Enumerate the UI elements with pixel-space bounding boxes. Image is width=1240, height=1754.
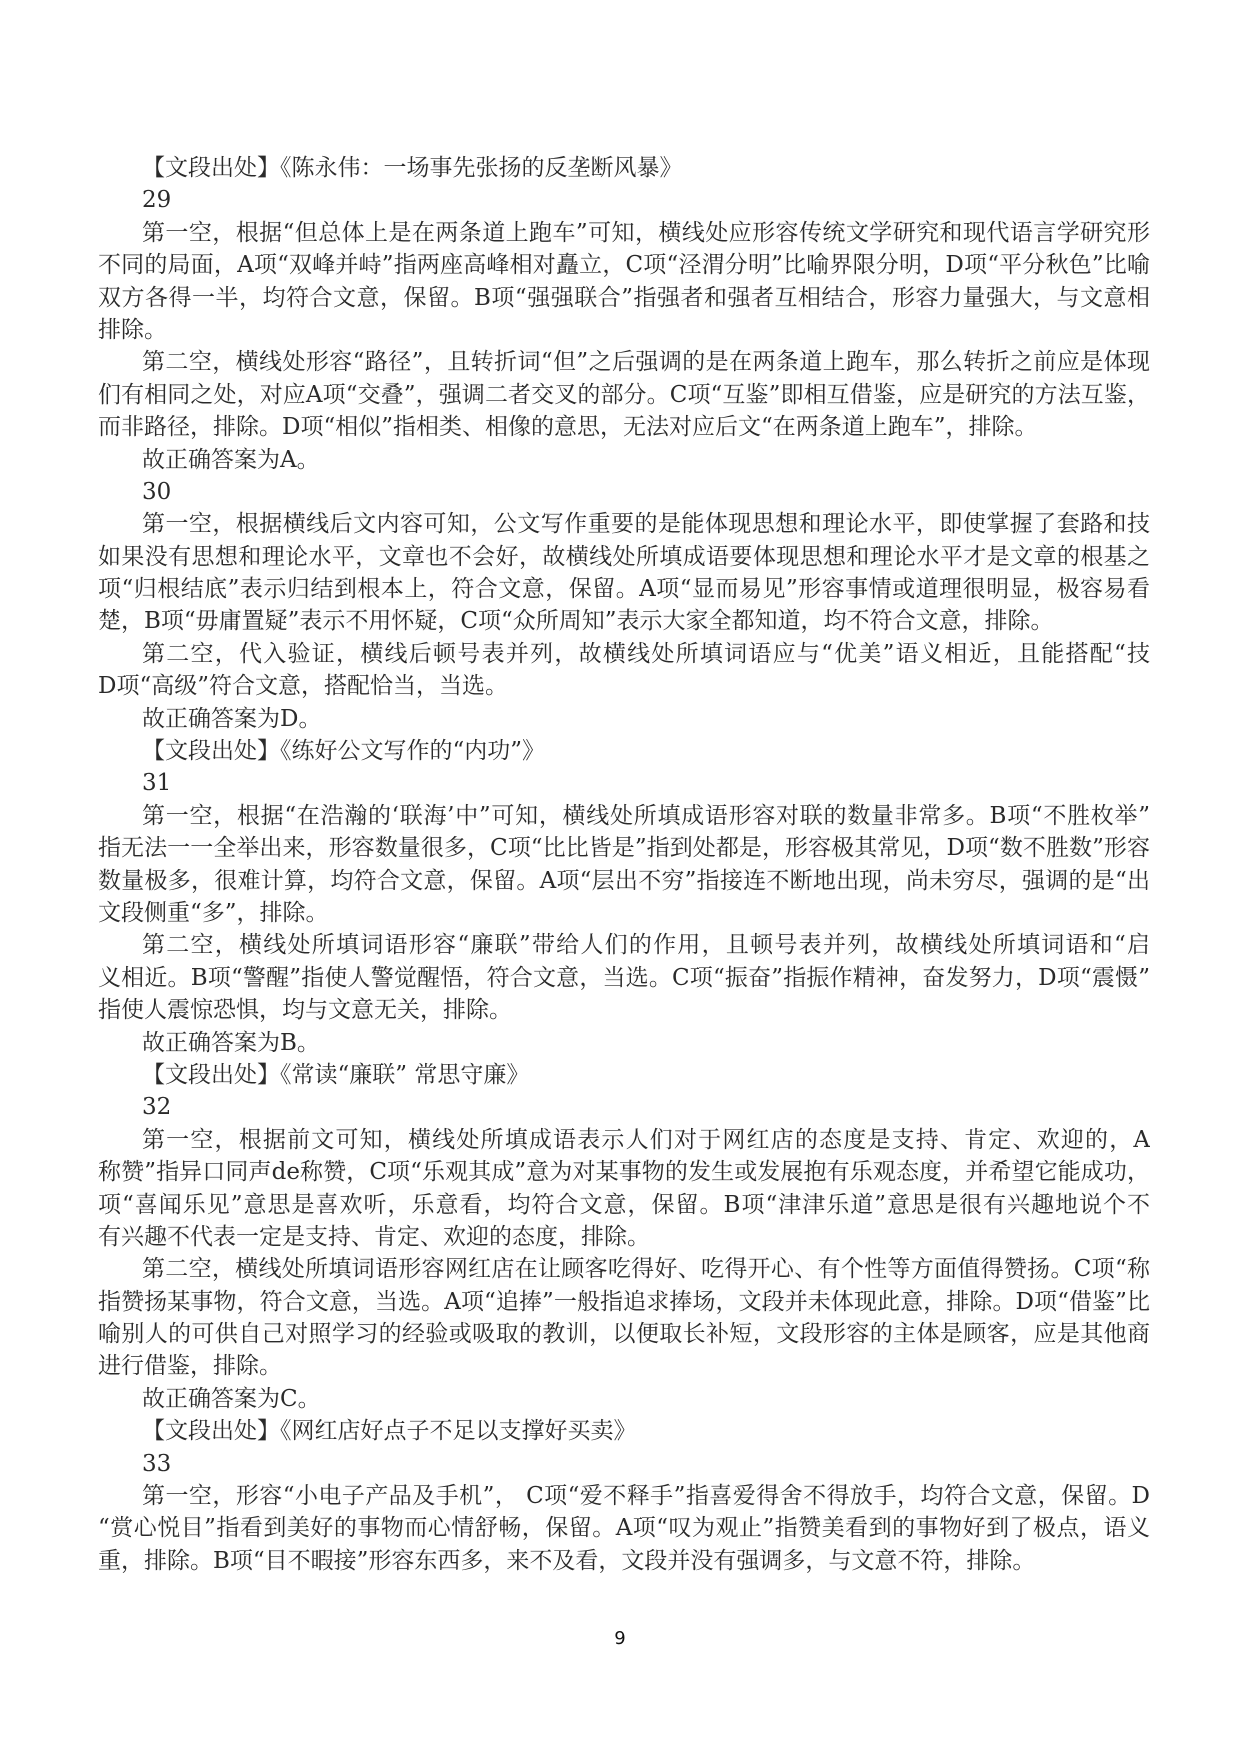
text-line: D项“高级”符合文意，搭配恰当，当选。 xyxy=(98,673,508,700)
text-line: “赏心悦目”指看到美好的事物而心情舒畅，保留。A项“叹为观止”指赞美看到的事物好到了极点，语义 xyxy=(98,1515,1150,1542)
paragraph xyxy=(98,508,1150,638)
source-citation xyxy=(98,152,1150,184)
text-line: 故正确答案为B。 xyxy=(142,1029,320,1056)
text-line: 第一空，根据横线后文内容可知，公文写作重要的是能体现思想和理论水平，即使掌握了套路和技 xyxy=(142,511,1150,538)
paragraph xyxy=(98,346,1150,443)
paragraph xyxy=(98,1253,1150,1383)
text-line: 【文段出处】《网红店好点子不足以支撑好买卖》 xyxy=(142,1418,637,1445)
text-line: 双方各得一半，均符合文意，保留。B项“强强联合”指强者和强者互相结合，形容力量强大，与文意相 xyxy=(98,284,1150,311)
text-line: 如果没有思想和理论水平，文章也不会好，故横线处所填成语要体现思想和理论水平才是文章的根基之 xyxy=(98,543,1150,570)
text-line: 第一空，根据“但总体上是在两条道上跑车”可知，横线处应形容传统文学研究和现代语言学研究形 xyxy=(142,219,1150,246)
text-line: 而非路径，排除。D项“相似”指相类、相像的意思，无法对应后文“在两条道上跑车”，排除。 xyxy=(98,414,1038,441)
source-citation xyxy=(98,735,1150,767)
text-line: 30 xyxy=(142,478,172,505)
text-line: 第二空，横线处形容“路径”，且转折词“但”之后强调的是在两条道上跑车，那么转折之前应是体现 xyxy=(142,349,1150,376)
text-line: 排除。 xyxy=(98,316,167,343)
question-number xyxy=(98,767,1150,799)
text-line: 【文段出处】《练好公文写作的“内功”》 xyxy=(142,738,546,765)
text-line: 故正确答案为C。 xyxy=(142,1385,321,1412)
text-line: 第一空，根据“在浩瀚的‘联海’中”可知，横线处所填成语形容对联的数量非常多。B项“不胜枚举” xyxy=(142,802,1150,829)
text-line: 有兴趣不代表一定是支持、肯定、欢迎的态度，排除。 xyxy=(98,1223,650,1250)
paragraph xyxy=(98,800,1150,930)
text-line: 第二空，横线处所填词语形容“廉联”带给人们的作用，且顿号表并列，故横线处所填词语和“启 xyxy=(142,932,1150,959)
text-line: 第一空，根据前文可知，横线处所填成语表示人们对于网红店的态度是支持、肯定、欢迎的，A xyxy=(142,1126,1150,1153)
text-line: 32 xyxy=(142,1094,172,1121)
text-line: 第二空，代入验证，横线后顿号表并列，故横线处所填词语应与“优美”语义相近，且能搭配“技 xyxy=(142,640,1150,667)
text-line: 29 xyxy=(142,187,172,214)
text-line: 31 xyxy=(142,770,172,797)
text-line: 重，排除。B项“目不暇接”形容东西多，来不及看，文段并没有强调多，与文意不符，排除。 xyxy=(98,1547,1036,1574)
text-line: 指无法一一全举出来，形容数量很多，C项“比比皆是”指到处都是，形容极其常见，D项“数不胜数”形容 xyxy=(98,835,1150,862)
paragraph xyxy=(98,217,1150,347)
text-line: 项“归根结底”表示归结到根本上，符合文意，保留。A项“显而易见”形容事情或道理很明显，极容易看 xyxy=(98,576,1150,603)
text-line: 称赞”指异口同声de称赞，C项“乐观其成”意为对某事物的发生或发展抱有乐观态度，并希望它能成功， xyxy=(98,1159,1150,1186)
text-line: 楚，B项“毋庸置疑”表示不用怀疑，C项“众所周知”表示大家全都知道，均不符合文意，排除。 xyxy=(98,608,1054,635)
document-body xyxy=(98,152,1150,1577)
text-line: 指使人震惊恐惧，均与文意无关，排除。 xyxy=(98,997,512,1024)
question-number xyxy=(98,1091,1150,1123)
text-line: 故正确答案为A。 xyxy=(142,446,320,473)
text-line: 【文段出处】《常读“廉联” 常思守廉》 xyxy=(142,1061,530,1088)
text-line: 文段侧重“多”，排除。 xyxy=(98,899,329,926)
paragraph xyxy=(98,1480,1150,1577)
text-line: 们有相同之处，对应A项“交叠”，强调二者交叉的部分。C项“互鉴”即相互借鉴，应是研究的方法互鉴， xyxy=(98,381,1150,408)
question-number xyxy=(98,184,1150,216)
text-line: 喻别人的可供自己对照学习的经验或吸取的教训，以便取长补短，文段形容的主体是顾客，应是其他商 xyxy=(98,1321,1150,1348)
paragraph xyxy=(98,929,1150,1026)
paragraph xyxy=(98,1124,1150,1254)
text-line: 第一空，形容“小电子产品及手机”， C项“爱不释手”指喜爱得舍不得放手，均符合文意，保留。D xyxy=(142,1483,1150,1510)
text-line: 第二空，横线处所填词语形容网红店在让顾客吃得好、吃得开心、有个性等方面值得赞扬。C项“称 xyxy=(142,1256,1150,1283)
source-citation xyxy=(98,1059,1150,1091)
answer-line xyxy=(98,1027,1150,1059)
question-number xyxy=(98,476,1150,508)
text-line: 义相近。B项“警醒”指使人警觉醒悟，符合文意，当选。C项“振奋”指振作精神，奋发努力，D项“震慑” xyxy=(98,964,1150,991)
answer-line xyxy=(98,444,1150,476)
text-line: 指赞扬某事物，符合文意，当选。A项“追捧”一般指追求捧场，文段并未体现此意，排除。D项“借鉴”比 xyxy=(98,1288,1150,1315)
text-line: 33 xyxy=(142,1450,172,1477)
page-number: 9 xyxy=(614,1628,626,1649)
answer-line xyxy=(98,703,1150,735)
question-number xyxy=(98,1448,1150,1480)
text-line: 数量极多，很难计算，均符合文意，保留。A项“层出不穷”指接连不断地出现，尚未穷尽，强调的是“出 xyxy=(98,867,1150,894)
text-line: 不同的局面，A项“双峰并峙”指两座高峰相对矗立，C项“泾渭分明”比喻界限分明，D项“平分秋色”比喻 xyxy=(98,252,1150,279)
source-citation xyxy=(98,1415,1150,1447)
text-line: 项“喜闻乐见”意思是喜欢听，乐意看，均符合文意，保留。B项“津津乐道”意思是很有兴趣地说个不 xyxy=(98,1191,1150,1218)
text-line: 故正确答案为D。 xyxy=(142,705,322,732)
answer-line xyxy=(98,1383,1150,1415)
text-line: 进行借鉴，排除。 xyxy=(98,1353,282,1380)
text-line: 【文段出处】《陈永伟：一场事先张扬的反垄断风暴》 xyxy=(142,155,683,181)
paragraph xyxy=(98,638,1150,703)
